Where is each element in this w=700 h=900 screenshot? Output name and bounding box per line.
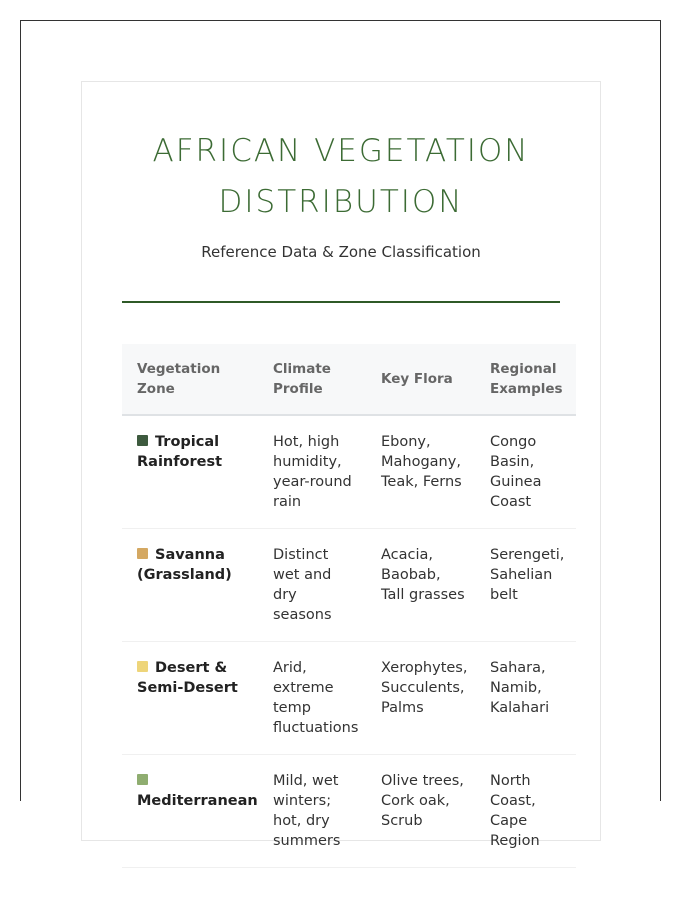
climate-cell: Mild, wet winters; hot, dry summers xyxy=(258,755,366,868)
climate-cell: Hot, high humidity, year-round rain xyxy=(258,415,366,529)
zone-name: Tropical Rainforest xyxy=(137,434,223,470)
zone-cell xyxy=(122,755,258,868)
flora-cell: Acacia, Baobab, Tall grasses xyxy=(366,529,475,642)
table-row xyxy=(122,755,576,868)
zone-name: Savanna (Grassland) xyxy=(137,547,232,583)
header-key-flora: Key Flora xyxy=(366,344,475,415)
header-climate-profile: Climate Profile xyxy=(258,344,366,415)
climate-cell: Arid, extreme temp fluctuations xyxy=(258,642,366,755)
zone-color-swatch xyxy=(137,548,148,559)
page-frame xyxy=(20,20,661,849)
zone-name: Mediterranean xyxy=(137,793,258,809)
zone-color-swatch xyxy=(137,774,148,785)
examples-cell: Serengeti, Sahelian belt xyxy=(475,529,576,642)
table-row xyxy=(122,415,576,529)
header-regional-examples: Regional Examples xyxy=(475,344,576,415)
zone-color-swatch xyxy=(137,435,148,446)
zone-cell xyxy=(122,415,258,529)
examples-cell: Congo Basin, Guinea Coast xyxy=(475,415,576,529)
flora-cell: Olive trees, Cork oak, Scrub xyxy=(366,755,475,868)
page-title: AFRICAN VEGETATION DISTRIBUTION xyxy=(152,133,530,220)
examples-cell: Sahara, Namib, Kalahari xyxy=(475,642,576,755)
table-row xyxy=(122,642,576,755)
vegetation-table xyxy=(122,344,576,868)
examples-cell: North Coast, Cape Region xyxy=(475,755,576,868)
document-card xyxy=(81,81,601,849)
header-vegetation-zone: Vegetation Zone xyxy=(122,344,258,415)
zone-name: Desert & Semi-Desert xyxy=(137,660,238,696)
zone-cell xyxy=(122,642,258,755)
zone-cell xyxy=(122,529,258,642)
table-row xyxy=(122,529,576,642)
flora-cell: Xerophytes, Succulents, Palms xyxy=(366,642,475,755)
flora-cell: Ebony, Mahogany, Teak, Ferns xyxy=(366,415,475,529)
zone-color-swatch xyxy=(137,661,148,672)
climate-cell: Distinct wet and dry seasons xyxy=(258,529,366,642)
page-subtitle: Reference Data & Zone Classification xyxy=(201,243,481,261)
title-divider xyxy=(122,301,560,303)
table-header-row xyxy=(122,344,576,415)
